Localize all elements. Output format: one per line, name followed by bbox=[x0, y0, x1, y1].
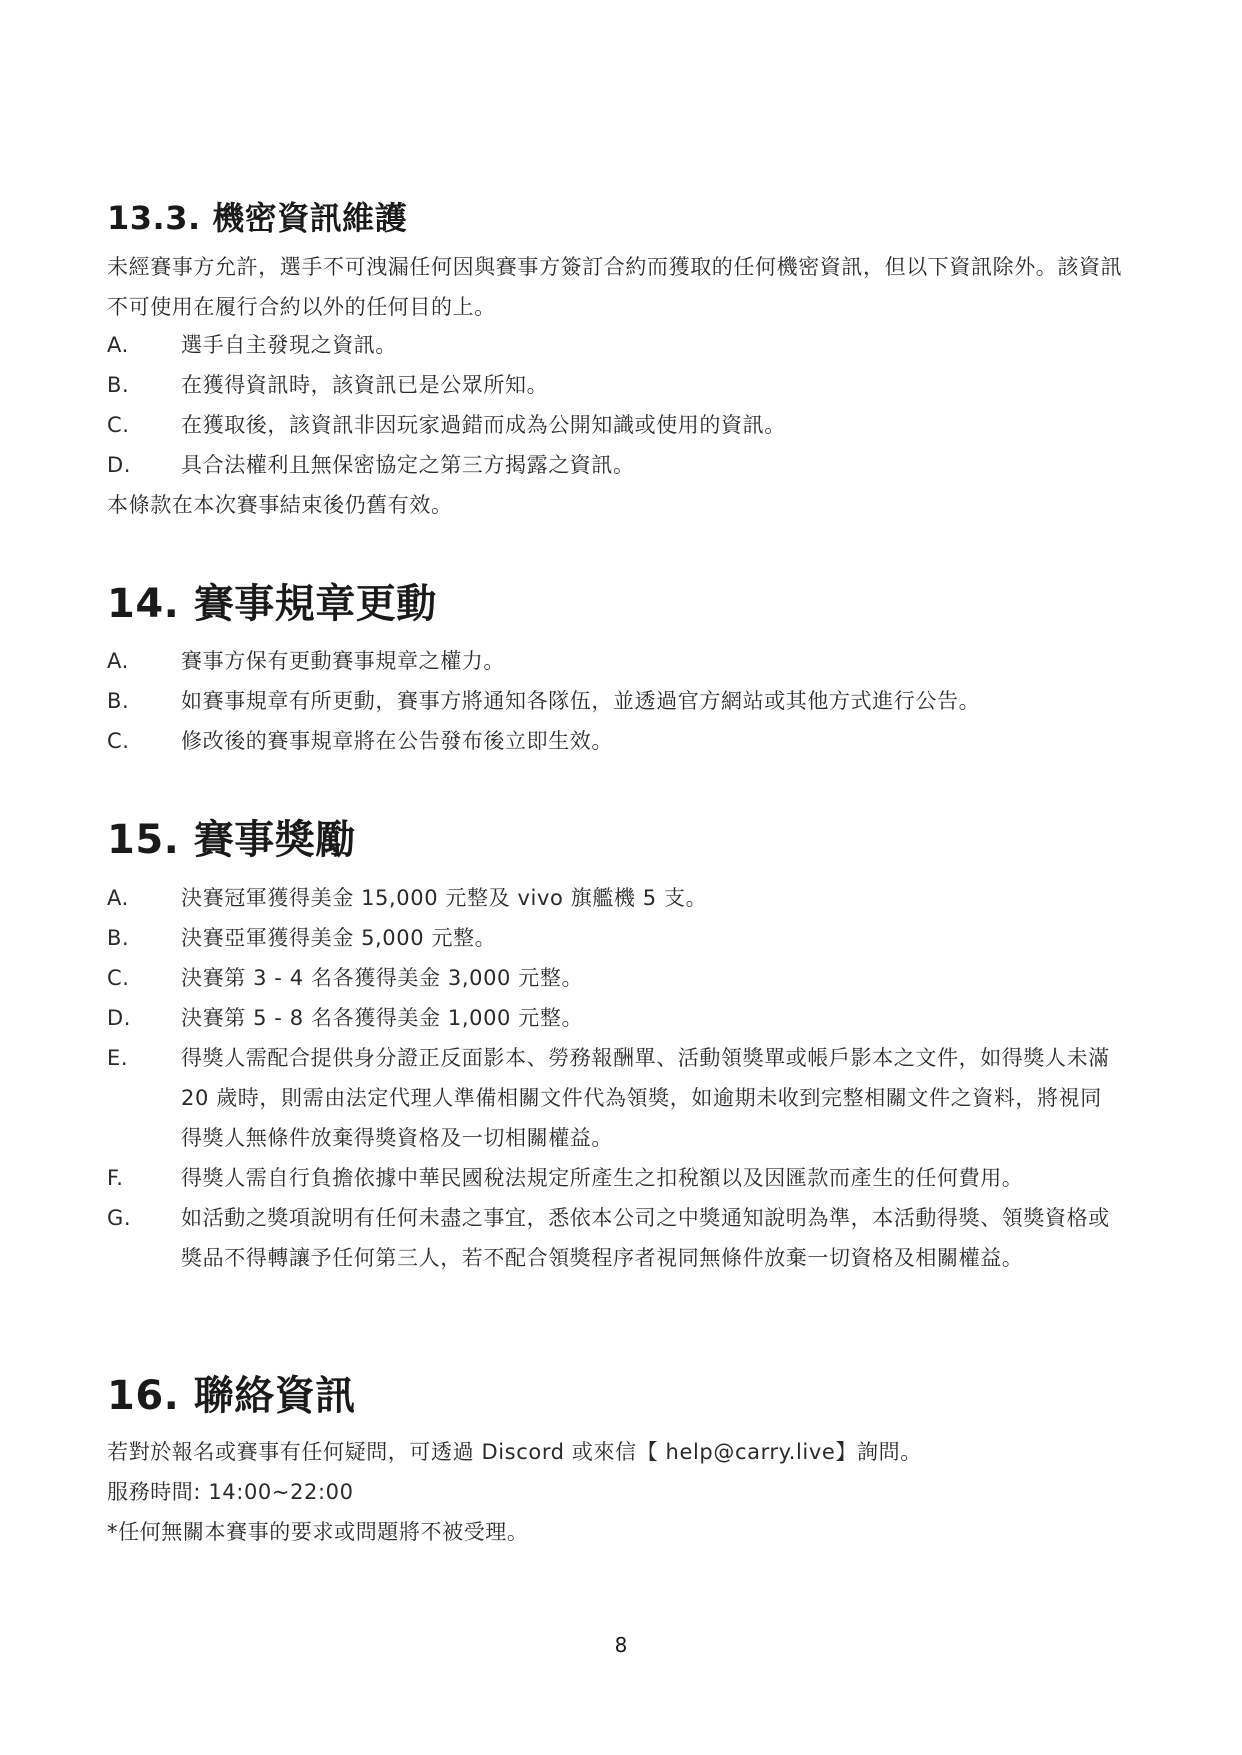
list-item-text: 決賽第 3 - 4 名各獲得美金 3,000 元整。 bbox=[181, 966, 584, 990]
disclaimer-note: *任何無關本賽事的要求或問題將不被受理。 bbox=[107, 1520, 529, 1544]
service-hours: 服務時間: 14:00~22:00 bbox=[107, 1480, 354, 1504]
list-item-text: 決賽冠軍獲得美金 15,000 元整及 vivo 旗艦機 5 支。 bbox=[181, 886, 708, 910]
list-item-text: 得獎人需自行負擔依據中華民國稅法規定所產生之扣稅額以及因匯款而產生的任何費用。 bbox=[181, 1166, 1024, 1190]
list-item-text: 具合法權利且無保密協定之第三方揭露之資訊。 bbox=[181, 453, 635, 477]
list-marker: C. bbox=[107, 966, 130, 990]
page-number: 8 bbox=[614, 1633, 628, 1657]
list-marker: B. bbox=[107, 373, 130, 397]
list-marker: A. bbox=[107, 333, 129, 357]
list-marker: E. bbox=[107, 1046, 129, 1070]
list-marker: B. bbox=[107, 689, 130, 713]
list-item-text: 決賽第 5 - 8 名各獲得美金 1,000 元整。 bbox=[181, 1006, 584, 1030]
list-item-text: 決賽亞軍獲得美金 5,000 元整。 bbox=[181, 926, 497, 950]
list-marker: D. bbox=[107, 1006, 132, 1030]
list-item-text: 賽事方保有更動賽事規章之權力。 bbox=[181, 649, 505, 673]
list-marker: C. bbox=[107, 729, 130, 753]
section-13-3-outro: 本條款在本次賽事結束後仍舊有效。 bbox=[107, 493, 453, 517]
list-marker: A. bbox=[107, 649, 129, 673]
list-marker: C. bbox=[107, 413, 130, 437]
list-item-text: 選手自主發現之資訊。 bbox=[181, 333, 397, 357]
contact-line: 若對於報名或賽事有任何疑問，可透過 Discord 或來信【 help@carry.live】詢問。 bbox=[107, 1440, 922, 1464]
list-marker: G. bbox=[107, 1206, 132, 1230]
section-14-title: 14. 賽事規章更動 bbox=[107, 581, 437, 627]
section-13-3-title: 13.3. 機密資訊維護 bbox=[107, 199, 408, 237]
list-item-text: 在獲得資訊時，該資訊已是公眾所知。 bbox=[181, 373, 549, 397]
section-13-3-intro: 未經賽事方允許，選手不可洩漏任何因與賽事方簽訂合約而獲取的任何機密資訊，但以下資訊除外。該資訊不可使用在履行合約以外的任何目的上。 bbox=[107, 255, 1123, 319]
list-item-text: 得獎人需配合提供身分證正反面影本、勞務報酬單、活動領獎單或帳戶影本之文件，如得獎人未滿 20 歲時，則需由法定代理人準備相關文件代為領獎，如逾期未收到完整相關文件之資料，將視同得獎人無條件放棄得獎資格及一切相關權益。 bbox=[181, 1046, 1110, 1150]
list-item-text: 如賽事規章有所更動，賽事方將通知各隊伍，並透過官方網站或其他方式進行公告。 bbox=[181, 689, 981, 713]
list-marker: A. bbox=[107, 886, 129, 910]
list-item-text: 如活動之獎項說明有任何未盡之事宜，悉依本公司之中獎通知說明為準，本活動得獎、領獎資格或獎品不得轉讓予任何第三人，若不配合領獎程序者視同無條件放棄一切資格及相關權益。 bbox=[181, 1206, 1110, 1270]
list-marker: F. bbox=[107, 1166, 124, 1190]
list-item-text: 修改後的賽事規章將在公告發布後立即生效。 bbox=[181, 729, 613, 753]
section-16-title: 16. 聯絡資訊 bbox=[107, 1373, 356, 1419]
section-15-title: 15. 賽事獎勵 bbox=[107, 817, 356, 863]
list-marker: B. bbox=[107, 926, 130, 950]
list-marker: D. bbox=[107, 453, 132, 477]
list-item-text: 在獲取後，該資訊非因玩家過錯而成為公開知識或使用的資訊。 bbox=[181, 413, 786, 437]
